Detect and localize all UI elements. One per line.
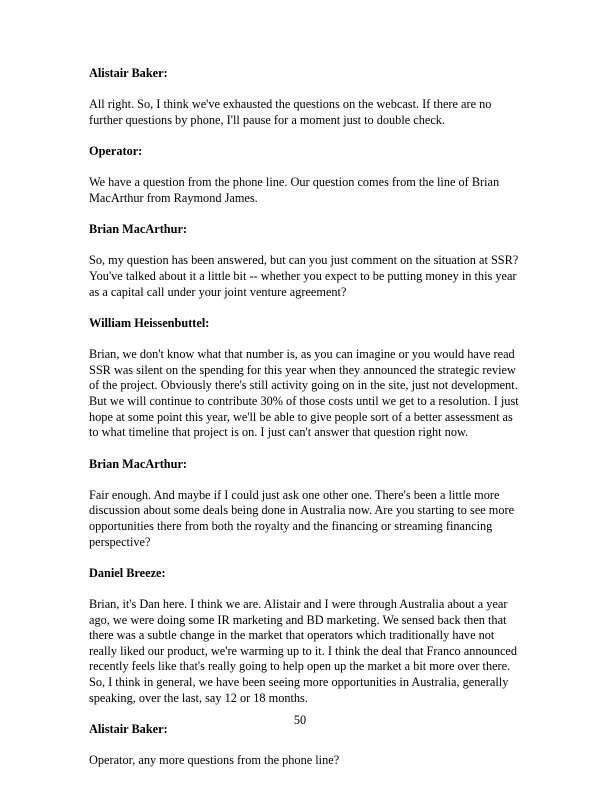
speaker-name: Brian MacArthur: [89, 456, 188, 471]
speaker-name: Brian MacArthur: [89, 222, 188, 237]
speaker-name: Operator: [89, 144, 143, 159]
page-number: 50 [293, 713, 307, 727]
transcript-entry-5 [89, 457, 519, 550]
speaker-name: William Heissenbuttel: [89, 316, 210, 331]
speaker-remark: All right. So, I think we've exhausted the questions on the webcast. If there are no further questions by phone, I'll pause for a moment just to double check. [89, 97, 492, 127]
speaker-remark: We have a question from the phone line. Our question comes from the line of Brian MacArthur from Raymond James. [89, 175, 500, 205]
transcript-entry-7 [89, 722, 519, 769]
speaker-remark: So, my question has been answered, but can you just comment on the situation at SSR? You've talked about it a little bit -- whether you expect to be putting money in this year as a capital call under your joint venture agreement? [89, 253, 519, 299]
speaker-remark: Fair enough. And maybe if I could just ask one other one. There's been a little more discussion about some deals being done in Australia now. Are you starting to see more opportunities there from both the royalty and the financing or streaming financing perspective? [89, 487, 515, 549]
transcript-entry-2 [89, 144, 519, 206]
transcript-page [89, 66, 519, 785]
speaker-name: Alistair Baker: [89, 66, 168, 80]
speaker-name: Alistair Baker: [89, 722, 168, 737]
speaker-remark: Brian, it's Dan here. I think we are. Alistair and I were through Australia about a year ago, we were doing some IR marketing and BD marketing. We sensed back then that there was a subtle change in the market that operators which traditionally have not really liked our product, we're warming up to it. I think the deal that Franco announced recently feels like that's really going to help open up the market a bit more over there. So, I think in general, we have been seeing more opportunities in Australia, generally speaking, over the last, say 12 or 18 months. [89, 597, 518, 705]
speaker-name: Daniel Breeze: [89, 566, 166, 581]
speaker-remark: Operator, any more questions from the phone line? [89, 753, 340, 768]
transcript-entry-4 [89, 316, 519, 441]
transcript-entry-1 [89, 66, 519, 128]
speaker-remark: Brian, we don't know what that number is, as you can imagine or you would have read SSR was silent on the spending for this year when they announced the strategic review of the project. Obviously there's still activity going on in the site, just not development. But we will continue to contribute 30% of those costs until we get to a resolution. I just hope at some point this year, we'll be able to give people sort of a better assessment as to what timeline that project is on. I just can't answer that question right now. [89, 347, 519, 440]
transcript-entry-6 [89, 566, 519, 706]
transcript-entry-3 [89, 222, 519, 300]
